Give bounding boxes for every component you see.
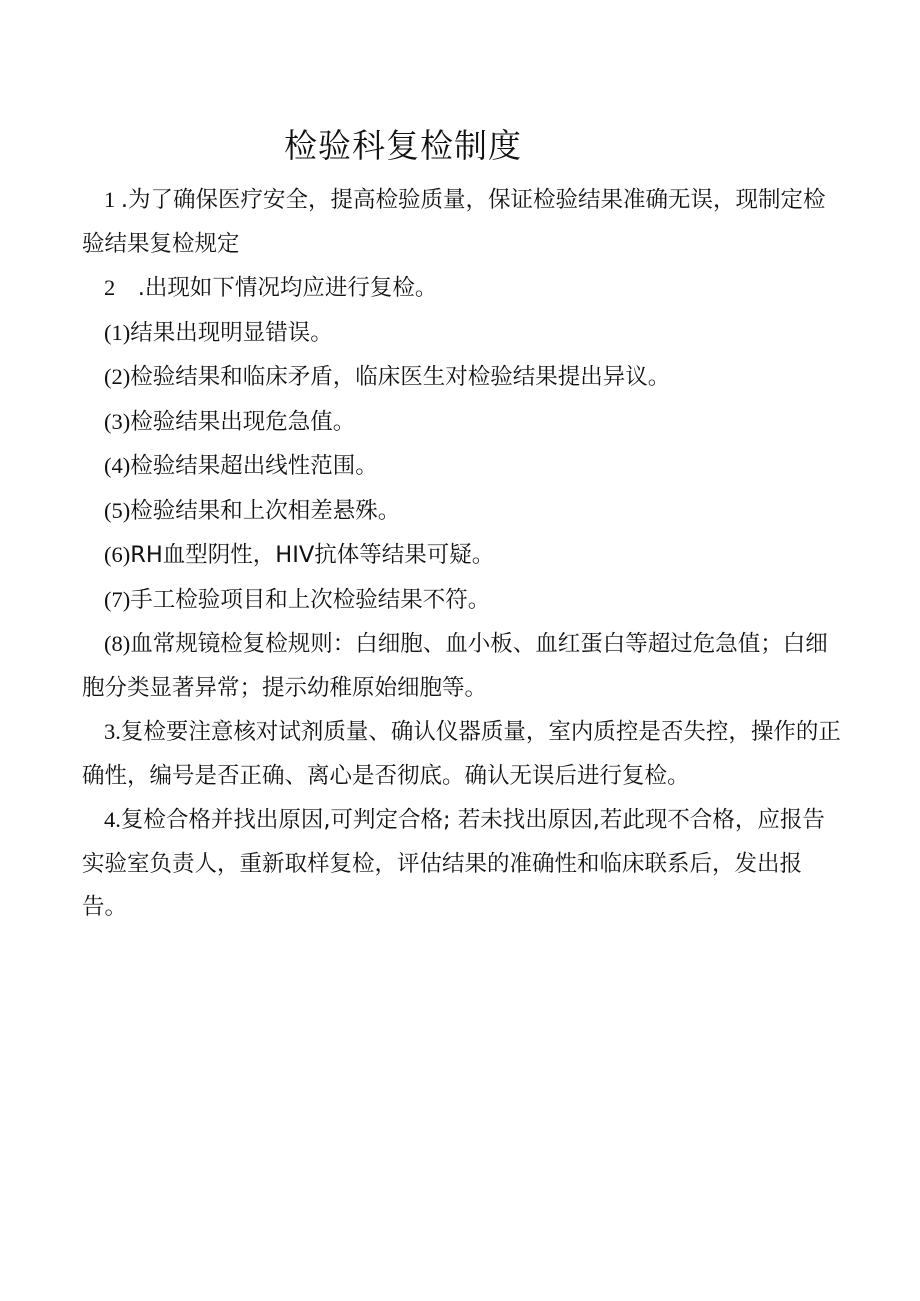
paragraph-text: .为了确保医疗安全，提高检验质量，保证检验结果准确无误，现制定检验结果复检规定 xyxy=(82,187,826,257)
sub-item-7 xyxy=(82,578,842,623)
paragraph-number: 3. xyxy=(104,719,121,744)
paragraph-text: 检验结果超出线性范围。 xyxy=(130,453,378,479)
paragraph-text: 结果出现明显错误。 xyxy=(130,319,333,346)
sub-item-5 xyxy=(82,489,842,534)
paragraph-number: (8) xyxy=(104,631,131,656)
sub-item-3 xyxy=(82,400,842,445)
paragraph-number: (5) xyxy=(104,497,131,523)
paragraph-text: 检验结果出现危急值。 xyxy=(130,408,356,435)
sub-item-4 xyxy=(82,444,842,489)
paragraph-text: .出现如下情况均应进行复检。 xyxy=(137,275,438,301)
paragraph-number: (7) xyxy=(104,586,131,612)
paragraph-4 xyxy=(82,798,842,930)
paragraph-number: (1) xyxy=(104,319,131,345)
sub-item-8 xyxy=(82,622,842,710)
paragraph-number: (6) xyxy=(104,542,131,567)
document-body xyxy=(82,178,842,930)
paragraph-text: 血常规镜检复检规则：白细胞、血小板、血红蛋白等超过危急值；白细胞分类显著异常；提示幼稚原始细胞等。 xyxy=(82,631,828,701)
paragraph-number: (3) xyxy=(104,408,131,434)
paragraph-number: 4. xyxy=(104,807,121,832)
document-title: 检验科复检制度 xyxy=(284,126,522,165)
paragraph-number: 2 xyxy=(104,275,138,300)
paragraph-3 xyxy=(82,710,842,798)
sub-item-6 xyxy=(82,533,842,578)
paragraph-text: RH血型阴性，HIV抗体等结果可疑。 xyxy=(130,542,495,568)
paragraph-text: 检验结果和上次相差悬殊。 xyxy=(130,497,401,524)
paragraph-1 xyxy=(82,178,842,266)
sub-item-2 xyxy=(82,355,842,400)
paragraph-text: 手工检验项目和上次检验结果不符。 xyxy=(130,586,491,613)
paragraph-text: 检验结果和临床矛盾，临床医生对检验结果提出异议。 xyxy=(130,364,671,390)
paragraph-number: 1 xyxy=(104,187,121,212)
paragraph-number: (2) xyxy=(104,364,131,389)
paragraph-text: 复检合格并找出原因,可判定合格; 若未找出原因,若此现不合格，应报告实验室负责人，重新取样复检，评估结果的准确性和临床联系后，发出报告。 xyxy=(82,807,825,920)
paragraph-2 xyxy=(82,266,842,311)
paragraph-text: 复检要注意核对试剂质量、确认仪器质量，室内质控是否失控，操作的正确性，编号是否正确、离心是否彻底。确认无误后进行复检。 xyxy=(82,719,841,789)
sub-item-1 xyxy=(82,311,842,356)
paragraph-number: (4) xyxy=(104,453,131,478)
